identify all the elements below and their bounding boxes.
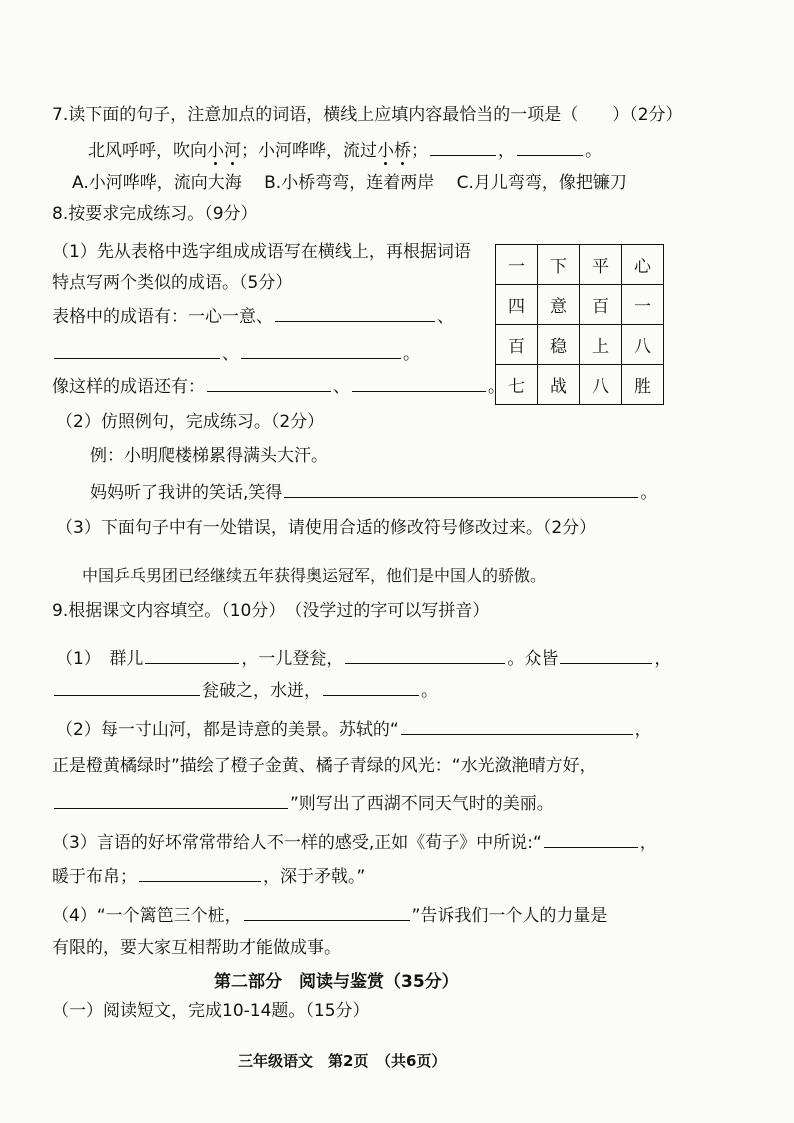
- q8-similar-label: 像这样的成语还有：: [52, 377, 205, 397]
- q8-part2-example: 例：小明爬楼梯累得满头大汗。: [90, 446, 328, 466]
- q9-s1-text: 。: [421, 681, 438, 701]
- q9-s2-line3: [52, 790, 554, 817]
- q8-part3-sentence[interactable]: 中国乒乓男团已经继续五年获得奥运冠军，他们是中国人的骄傲。: [82, 566, 547, 585]
- grid-cell: 一: [496, 245, 538, 285]
- grid-cell: 平: [580, 245, 622, 285]
- q9-s2-text: ”则写出了西湖不同天气时的美丽。: [290, 794, 554, 814]
- q8-idiom-blank-1[interactable]: [275, 303, 435, 322]
- grid-cell: 稳: [538, 325, 580, 365]
- grid-cell: 下: [538, 245, 580, 285]
- q9-s3-blank-2[interactable]: [139, 863, 261, 882]
- q9-s1-blank-1[interactable]: [145, 645, 239, 664]
- q9-s4-line1: [52, 902, 607, 929]
- q7-end: 。: [585, 141, 602, 161]
- grid-cell: 百: [580, 285, 622, 325]
- q9-s1-text: ，一儿登瓮，: [241, 649, 344, 669]
- q8-part1-line4: [52, 340, 420, 367]
- q9-s1-blank-2[interactable]: [345, 645, 505, 664]
- q7-dotted-char: 河: [224, 141, 241, 161]
- q8-idiom-label: 表格中的成语有：一心一意、: [52, 307, 273, 327]
- q9-s2-line2: 正是橙黄橘绿时”描绘了橙子金黄、橘子青绿的风光：“水光潋滟晴方好，: [52, 756, 597, 776]
- q8-part1-line3: [52, 303, 454, 330]
- q9-s2-text: （2）每一寸山河，都是诗意的美景。苏轼的“: [56, 720, 399, 740]
- q8-period: 。: [403, 344, 420, 364]
- q9-s1-text: 。众皆: [507, 649, 559, 669]
- part2-subheading: （一）阅读短文，完成10-14题。（15分）: [52, 1001, 370, 1021]
- q9-s3-text: ，深于矛戟。”: [263, 867, 366, 887]
- q8-title: 8.按要求完成练习。（9分）: [52, 204, 258, 224]
- q8-comma: 、: [333, 377, 350, 397]
- grid-cell: 四: [496, 285, 538, 325]
- q9-s1-blank-4[interactable]: [54, 677, 200, 696]
- q7-separator: ，: [498, 141, 515, 161]
- q8-part2-blank[interactable]: [284, 479, 638, 498]
- q9-s2-blank-1[interactable]: [401, 716, 633, 735]
- q7-blank-2[interactable]: [517, 137, 583, 156]
- q9-s4-line2: 有限的，要大家互相帮助才能做成事。: [52, 938, 341, 958]
- q9-s1-text: （1） 群儿: [56, 649, 144, 669]
- q8-part3-title: （3）下面句子中有一处错误，请使用合适的修改符号修改过来。（2分）: [56, 518, 597, 538]
- q9-s1-text: ，: [654, 649, 672, 669]
- q8-part2-title: （2）仿照例句，完成练习。（2分）: [56, 412, 325, 432]
- q9-s3-text: 暖于布帛；: [52, 867, 137, 887]
- q9-s1-line2: [52, 677, 438, 704]
- grid-cell: 上: [580, 325, 622, 365]
- q9-s3-blank-1[interactable]: [544, 829, 638, 848]
- q8-similar-blank-2[interactable]: [352, 373, 486, 392]
- q8-part1-line5: [52, 373, 505, 400]
- q9-s2-line1: [56, 716, 652, 743]
- q8-part2-prompt: 妈妈听了我讲的笑话,笑得: [90, 483, 283, 503]
- q9-s3-text: ，: [639, 833, 657, 853]
- grid-cell: 意: [538, 285, 580, 325]
- q9-s1-text: 瓮破之，水迸，: [202, 681, 321, 701]
- q8-idiom-blank-3[interactable]: [241, 340, 401, 359]
- grid-cell: 胜: [622, 365, 664, 405]
- q8-part1-line1: （1）先从表格中选字组成成语写在横线上，再根据词语: [52, 242, 471, 262]
- character-grid: [495, 244, 664, 405]
- q9-s2-text: ，: [634, 720, 652, 740]
- q7-dotted-char: 小: [377, 141, 394, 161]
- q8-period: 。: [640, 483, 658, 503]
- q8-similar-blank-1[interactable]: [207, 373, 331, 392]
- grid-cell: 战: [538, 365, 580, 405]
- q7-blank-1[interactable]: [430, 137, 496, 156]
- q8-comma: 、: [222, 344, 239, 364]
- q9-s3-text: （3）言语的好坏常常带给人不一样的感受,正如《荀子》中所说:“: [52, 833, 542, 853]
- grid-cell: 一: [622, 285, 664, 325]
- q8-period: 。: [488, 377, 505, 397]
- q7-options: A.小河哗哗，流向大海 B.小桥弯弯，连着两岸 C.月儿弯弯，像把镰刀: [72, 173, 627, 193]
- q8-part1-line2: 特点写两个类似的成语。（5分）: [52, 273, 293, 293]
- q8-comma: 、: [437, 307, 454, 327]
- grid-cell: 八: [622, 325, 664, 365]
- q7-title: 7.读下面的句子，注意加点的词语，横线上应填内容最恰当的一项是（ ）（2分）: [52, 105, 683, 125]
- page-footer: 三年级语文 第2页 （共6页）: [238, 1052, 447, 1070]
- q9-s4-text: （4）“一个篱笆三个桩，: [52, 906, 242, 926]
- grid-row: [496, 245, 664, 285]
- q9-s1-blank-5[interactable]: [323, 677, 419, 696]
- part2-heading: 第二部分 阅读与鉴赏（35分）: [214, 972, 459, 992]
- q7-sentence-text: ；: [411, 141, 428, 161]
- grid-row: [496, 365, 664, 405]
- grid-cell: 七: [496, 365, 538, 405]
- q9-s2-blank-2[interactable]: [54, 790, 288, 809]
- q8-part2-prompt-line: [90, 479, 657, 506]
- grid-cell: 八: [580, 365, 622, 405]
- q9-s3-line1: [52, 829, 657, 856]
- q9-s1-blank-3[interactable]: [560, 645, 652, 664]
- grid-cell: 百: [496, 325, 538, 365]
- q9-s3-line2: [52, 863, 365, 890]
- grid-row: [496, 285, 664, 325]
- q7-sentence: [88, 137, 602, 164]
- q9-s4-text: ”告诉我们一个人的力量是: [411, 906, 608, 926]
- q7-sentence-text: ；小河哗哗，流过: [241, 141, 377, 161]
- q7-sentence-text: 北风呼呼，吹向: [88, 141, 207, 161]
- q8-idiom-blank-2[interactable]: [54, 340, 220, 359]
- grid-cell: 心: [622, 245, 664, 285]
- grid-row: [496, 325, 664, 365]
- q7-dotted-char: 小: [207, 141, 224, 161]
- q9-s1-line1: [56, 645, 671, 672]
- q7-dotted-char: 桥: [394, 141, 411, 161]
- q9-title: 9.根据课文内容填空。（10分） （没学过的字可以写拼音）: [52, 601, 490, 621]
- q9-s4-blank[interactable]: [244, 902, 410, 921]
